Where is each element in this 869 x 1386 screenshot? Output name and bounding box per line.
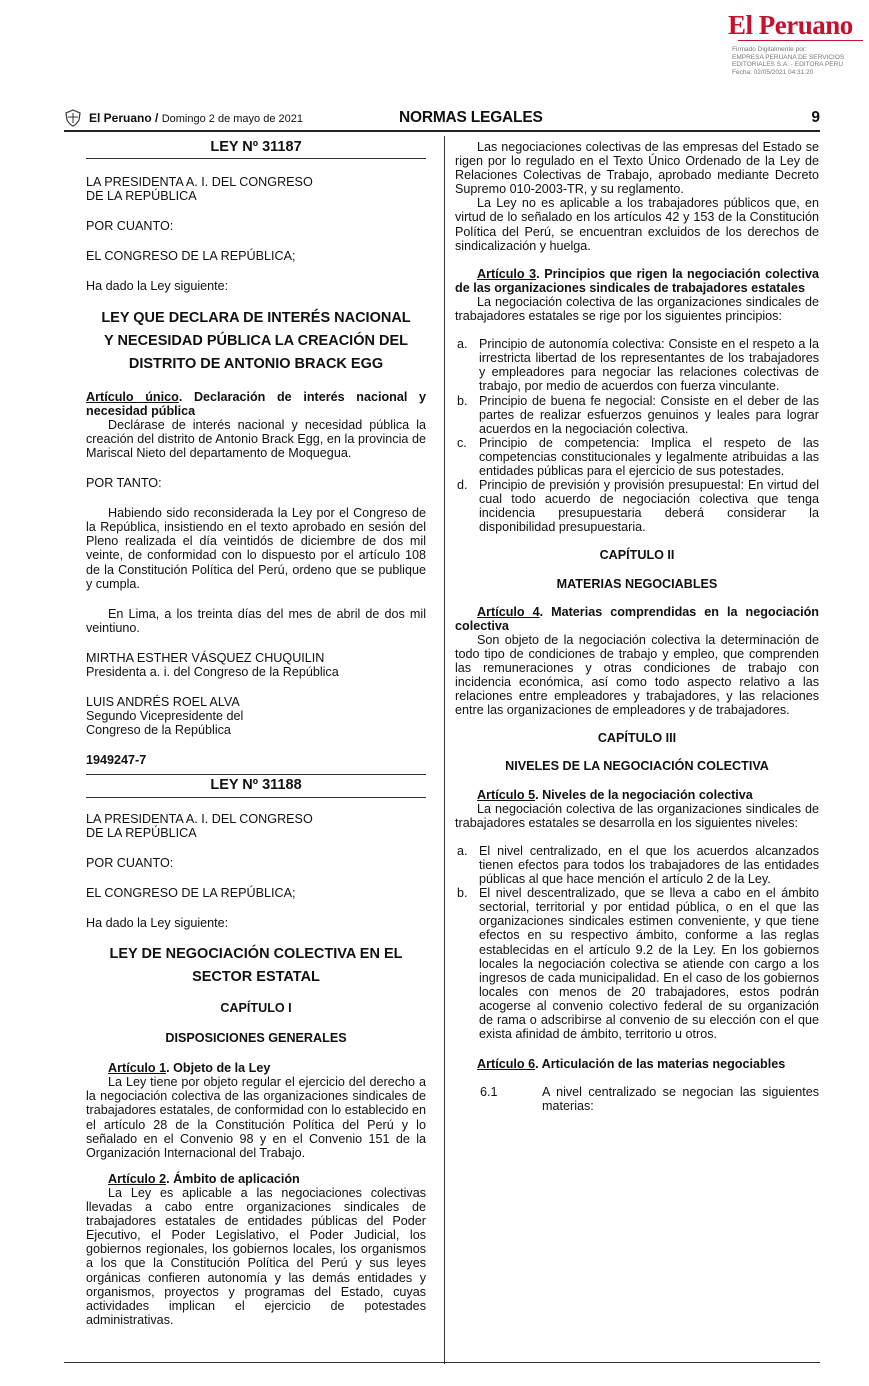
list-item xyxy=(455,436,819,478)
law-title: LEY QUE DECLARA DE INTERÉS NACIONAL Y NECESIDAD PÚBLICA LA CREACIÓN DEL DISTRITO DE ANTONIO BRACK EGG xyxy=(101,309,411,372)
list-text: Principio de autonomía colectiva: Consiste en el respeto a la irrestricta libertad de los representantes de los trabajadores y empleadores para negociar las relaciones colectivas de trabajo, por medio de acuerdos con fuerza vinculante. xyxy=(479,337,819,394)
article-heading-text: . Articulación de las materias negociables xyxy=(535,1057,786,1072)
left-column xyxy=(86,140,426,1327)
page-header xyxy=(64,107,820,131)
page-number: 9 xyxy=(811,109,820,126)
right-column xyxy=(455,140,819,1113)
law-number: LEY Nº 31188 xyxy=(210,777,302,794)
principles-list xyxy=(455,337,819,534)
publication-name: El Peruano / xyxy=(89,111,159,125)
levels-list xyxy=(455,844,819,1041)
por-tanto: POR TANTO: xyxy=(86,476,162,491)
chapter-title: MATERIAS NEGOCIABLES xyxy=(556,576,718,591)
article-heading-text: . Declaración de interés nacional y necesidad pública xyxy=(86,389,426,418)
law-rule xyxy=(86,158,426,159)
law-number: LEY Nº 31187 xyxy=(210,139,302,155)
chapter-number: CAPÍTULO II xyxy=(599,548,675,563)
article-label: Artículo 5 xyxy=(477,787,536,802)
article-body: Son objeto de la negociación colectiva la determinación de todo tipo de condiciones de trabajo y empleo, que comprenden las remuneraciones y otras condiciones de trabajo con incidencia económica, así como todo aspecto relativo a las relaciones entre empleadores y trabajadores, y las relaciones entre las organizaciones de empleadores y de trabajadores. xyxy=(455,632,819,718)
chapter-title: DISPOSICIONES GENERALES xyxy=(165,1031,347,1046)
reference-code: 1949247-7 xyxy=(86,753,147,768)
issuer: LA PRESIDENTA A. I. DEL CONGRESO DE LA REPÚBLICA xyxy=(86,811,313,840)
list-marker: a. xyxy=(457,337,468,352)
list-marker: b. xyxy=(457,393,468,408)
ha-dado-line: Ha dado la Ley siguiente: xyxy=(86,915,229,930)
signer-name: LUIS ANDRÉS ROEL ALVA xyxy=(86,695,240,710)
article-heading xyxy=(86,1061,426,1075)
article-label: Artículo 4 xyxy=(477,604,540,619)
article-body: Declárase de interés nacional y necesidad pública la creación del distrito de Antonio Brack Egg, en la provincia de Mariscal Nieto del departamento de Moquegua. xyxy=(86,417,426,460)
chapter-number: CAPÍTULO III xyxy=(597,731,677,746)
ha-dado-line: Ha dado la Ley siguiente: xyxy=(86,279,229,294)
article-label: Artículo 1 xyxy=(108,1061,167,1076)
article-heading xyxy=(455,267,819,295)
signature-line: EMPRESA PERUANA DE SERVICIOS xyxy=(732,53,845,61)
article-intro: La negociación colectiva de las organizaciones sindicales de trabajadores estatales se desarrolla en los siguientes niveles: xyxy=(455,801,819,830)
header-section: NORMAS LEGALES xyxy=(399,109,543,126)
law-separator xyxy=(86,774,426,775)
header-date: Domingo 2 de mayo de 2021 xyxy=(161,113,303,125)
item-number: 6.1 xyxy=(480,1085,498,1100)
list-marker: c. xyxy=(457,435,467,450)
numbered-item xyxy=(455,1085,819,1113)
article-heading-text: . Materias comprendidas en la negociación colectiva xyxy=(455,604,819,633)
chapter-number: CAPÍTULO I xyxy=(220,1001,292,1015)
article-body: La Ley tiene por objeto regular el ejercicio del derecho a la negociación colectiva de las organizaciones sindicales de trabajadores estatales, de conformidad con lo establecido en el artículo 28 de la Constitución Política del Perú y lo señalado en el Convenio 98 y en el Convenio 151 de la Organización Internacional del Trabajo. xyxy=(86,1075,426,1160)
congreso-line: EL CONGRESO DE LA REPÚBLICA; xyxy=(86,249,296,264)
list-marker: b. xyxy=(457,886,468,901)
coat-of-arms-icon xyxy=(64,109,82,127)
issuer: LA PRESIDENTA A. I. DEL CONGRESO DE LA REPÚBLICA xyxy=(86,175,313,204)
list-item xyxy=(455,478,819,534)
item-text: A nivel centralizado se negocian las siguientes materias: xyxy=(542,1085,819,1114)
law-title: LEY DE NEGOCIACIÓN COLECTIVA EN EL SECTOR ESTATAL xyxy=(109,946,403,985)
signer-name: MIRTHA ESTHER VÁSQUEZ CHUQUILIN xyxy=(86,650,325,665)
article-heading xyxy=(455,788,819,802)
article-heading-text: . Principios que rigen la negociación colectiva de las organizaciones sindicales de trabajadores estatales xyxy=(455,266,819,295)
law-rule xyxy=(86,797,426,798)
list-marker: a. xyxy=(457,843,468,858)
por-cuanto: POR CUANTO: xyxy=(86,855,174,870)
list-item xyxy=(455,844,819,886)
list-text: Principio de buena fe negocial: Consiste en el deber de las partes de realizar esfuerzos genuinos y leales para lograr acuerdos en la negociación colectiva. xyxy=(479,393,819,436)
list-item xyxy=(455,394,819,436)
list-text: Principio de previsión y provisión presupuestal: En virtud del cual todo acuerdo de negociación colectiva que tenga incidencia presupuestaria deberá considerar la disponibilidad presupuestaria. xyxy=(479,478,819,535)
list-text: El nivel descentralizado, que se lleva a cabo en el ámbito sectorial, territorial y por entidad pública, o en el que las organizaciones sindicales estimen conveniente, y que tiene efectos en su respectivo ámbito, conforme a las reglas establecidas en el artículo 9.2 de la Ley. En los gobiernos locales la negociación colectiva se atiende con cargo a los ingresos de cada municipalidad. En el caso de los gobiernos locales con menos de 20 trabajadores, estos podrán acogerse al convenio colectivo federal de su organización de rama o adscribirse al convenio de su elección con el que exista afinidad de ámbito, territorio u otros. xyxy=(479,886,819,1042)
signature-line: Firmado Digitalmente por: xyxy=(732,46,807,53)
article-intro: La negociación colectiva de las organizaciones sindicales de trabajadores estatales se rige por los siguientes principios: xyxy=(455,294,819,324)
header-publication xyxy=(89,111,303,125)
paragraph: La Ley no es aplicable a los trabajadores públicos que, en virtud de lo señalado en los artículos 42 y 153 de la Constitución Política del Perú, se encuentran excluidos de los derechos de sindicalización y huelga. xyxy=(455,196,819,253)
logo-underline xyxy=(738,40,863,43)
article-label: Artículo 3 xyxy=(477,266,537,281)
article-label: Artículo único xyxy=(86,389,179,404)
article-label: Artículo 2 xyxy=(108,1171,167,1186)
article-heading xyxy=(455,605,819,633)
list-marker: d. xyxy=(457,478,468,493)
por-cuanto: POR CUANTO: xyxy=(86,219,174,234)
signer-title: Segundo Vicepresidente del Congreso de la República xyxy=(86,709,244,738)
bottom-rule xyxy=(64,1362,820,1363)
digital-signature xyxy=(732,46,862,76)
article-heading-text: . Ámbito de aplicación xyxy=(166,1171,300,1186)
list-text: El nivel centralizado, en el que los acuerdos alcanzados tienen efectos para todos los trabajadores de las entidades públicas al que hace mención el artículo 2 de la Ley. xyxy=(479,843,819,887)
article-heading-text: . Objeto de la Ley xyxy=(166,1061,271,1076)
article-body: La Ley es aplicable a las negociaciones colectivas llevadas a cabo entre organizaciones sindicales de trabajadores estatales de entidades públicas del Poder Ejecutivo, el Poder Legislativo, el Poder Judicial, los gobiernos regionales, los gobiernos locales, los organismos a los que la Constitución Política del Perú y sus leyes orgánicas confieren autonomía y las demás entidades y organismos, proyectos y programas del Estado, cuyas actividades implican el ejercicio de potestades administrativas. xyxy=(86,1185,426,1327)
list-item xyxy=(455,886,819,1041)
article-label: Artículo 6 xyxy=(477,1057,536,1072)
signature-line: Fecha: 02/05/2021 04:31:20 xyxy=(732,68,814,76)
signature-line: EDITORIALES S.A. - EDITORA PERU xyxy=(732,61,844,68)
chapter-title: NIVELES DE LA NEGOCIACIÓN COLECTIVA xyxy=(505,759,769,774)
list-text: Principio de competencia: Implica el respeto de las competencias constitucionales y legalmente atribuidas a las entidades públicas para el ejercicio de sus potestades. xyxy=(479,435,819,478)
en-lima-paragraph: En Lima, a los treinta días del mes de abril de dos mil veintiuno. xyxy=(86,606,426,635)
list-item xyxy=(455,337,819,393)
article-heading xyxy=(455,1057,819,1071)
congreso-line: EL CONGRESO DE LA REPÚBLICA; xyxy=(86,885,296,900)
article-heading-text: . Niveles de la negociación colectiva xyxy=(535,787,753,802)
habiendo-paragraph: Habiendo sido reconsiderada la Ley por el Congreso de la República, insistiendo en el texto aprobado en sesión del Pleno realizada el día veintidós de diciembre de dos mil veinte, de conformidad con lo dispuesto por el artículo 108 de la Constitución Política del Perú, ordeno que se publique y cumpla. xyxy=(86,506,426,591)
article-heading xyxy=(86,390,426,418)
paragraph: Las negociaciones colectivas de las empresas del Estado se rigen por lo regulado en el Texto Único Ordenado de la Ley de Relaciones Colectivas de Trabajo, aprobado mediante Decreto Supremo 010-2003-TR, y su reglamento. xyxy=(455,140,819,197)
el-peruano-logo: El Peruano xyxy=(728,10,853,40)
article-heading xyxy=(86,1172,426,1186)
signer-title: Presidenta a. i. del Congreso de la República xyxy=(86,664,339,679)
header-rule xyxy=(64,130,820,132)
column-divider xyxy=(444,136,445,1364)
